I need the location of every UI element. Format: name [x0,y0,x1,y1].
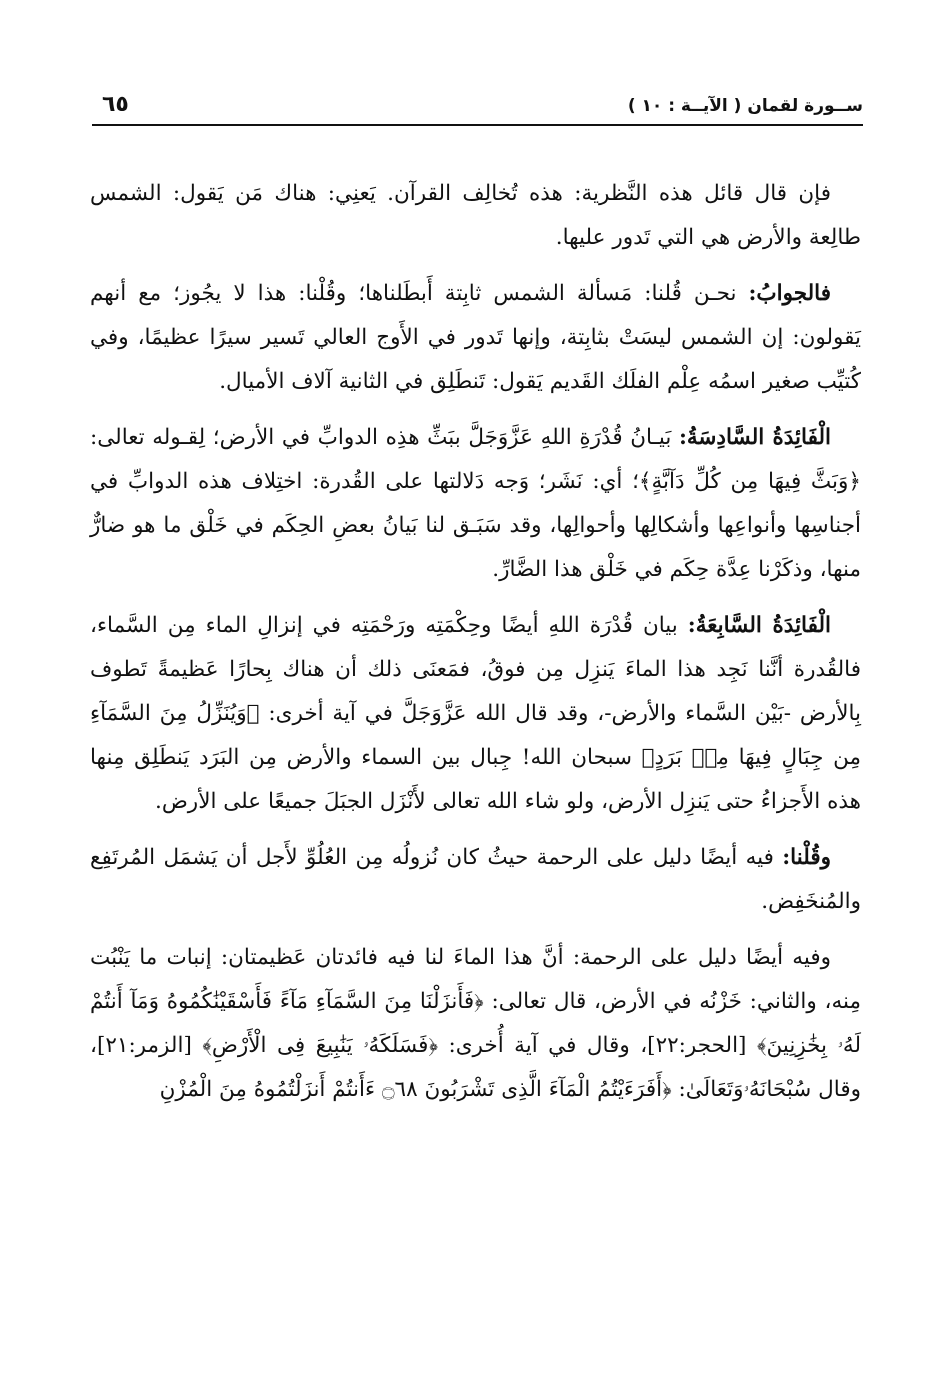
page-header [92,92,863,130]
paragraph-lead: الْفَائِدَةُ السَّابِعَةُ: [687,613,831,638]
surah-title: ســورة لقمان ( الآيــة : ١٠ ) [627,96,863,116]
paragraph-text: نحـن قُلنا: مَسألة الشمس ثابِتة أَبطَلناها؛ وقُلْنا: هذا لا يجُوز؛ مع أنهم يَقولون: إن الشمس ليسَتْ بثابِتة، وإنها تَدور في الأَوج العالي تَسير سيرًا عظيمًا، وفي كُتيِّب صغير اسمُه عِلْم الفلَك القَديم يَقول: تَنطَلِق في الثانية آلاف الأميال. [90,281,861,394]
paragraph-2 [90,272,861,404]
paragraph-3 [90,416,861,592]
paragraph-text: بيان قُدْرَة اللهِ أيضًا وحِكْمَتِه ورَحْمَتِه في إنزالِ الماء مِن السَّماء، فالقُدرة أنَّنا نَجِد هذا الماءَ يَنزِل مِن فوقُ، فمَعنَى ذلك أن هناك بِحارًا عَظيمةً تَطوف بِالأرض -بَيْن السَّماء والأرض-، وقد قال الله عَزَّوَجَلَّ في آية أخرى: ﴿وَيُنَزِّلُ مِنَ السَّمَآءِ مِن جِبَالٍ فِيهَا مِنۢ بَرَدٍ﴾ سبحان الله! جِبال بين السماء والأرض مِن البَرَد يَنطَلِق مِنها هذه الأَجزاءُ حتى يَنزِل الأرض، ولو شاء الله تعالى لأَنْزَل الجبَلَ جميعًا على الأرض. [90,613,861,814]
page-number: ٦٥ [102,92,129,117]
paragraph-4 [90,604,861,824]
paragraph-text: فإن قال قائل هذه النَّظرية: هذه تُخالِف القرآن. يَعنِي: هناك مَن يَقول: الشمس طالِعة والأرض هي التي تَدور عليها. [90,181,861,250]
paragraph-text: بَيـانُ قُدْرَةِ اللهِ عَزَّوَجَلَّ ببَثِّ هذِه الدوابِّ في الأرض؛ لِقـوله تعالى: ﴿وَبَثَّ فِيهَا مِن كُلِّ دَآبَّةٍ﴾؛ أي: نَشَر؛ وَجه دَلالتها على القُدرة: اختِلاف هذه الدوابِّ في أجناسِها وأنواعِها وأشكالِها وأحوالِها، وقد سَبَـق لنا بَيانُ بعضِ الحِكَم في خَلْق ما هو ضارٌّ منها، وذكَرْنا عِدَّة حِكَم في خَلْق هذا الضَّارِّ. [90,425,861,582]
paragraph-lead: وقُلْنا: [782,845,831,870]
paragraph-lead: فالجوابُ: [748,281,831,306]
paragraph-text: وفيه أيضًا دليل على الرحمة: أنَّ هذا الماءَ لنا فيه فائدتان عَظيمتان: إنبات ما يَنْبُت مِنه، والثاني: خَزْنُه في الأرض، قال تعالى: ﴿فَأَنزَلْنَا مِنَ السَّمَآءِ مَآءً فَأَسْقَيْنَٰكُمُوهُ وَمَآ أَنتُمْ لَهُۥ بِخَٰزِنِينَ﴾ [الحجر:٢٢]، وقال في آية أُخرى: ﴿فَسَلَكَهُۥ يَنَٰبِيعَ فِى الْأَرْضِ﴾ [الزمر:٢١]، وقال سُبْحَانَهُۥوَتَعَالَىٰ: ﴿أَفَرَءَيْتُمُ الْمَآءَ الَّذِى تَشْرَبُونَ ۝٦٨ ءَأَنتُمْ أَنزَلْتُمُوهُ مِنَ الْمُزْنِ [90,945,862,1102]
paragraph-5 [90,836,861,924]
header-divider [92,124,863,126]
paragraph-lead: الْفَائِدَةُ السَّادِسَةُ: [678,425,831,450]
paragraph-text: فيه أيضًا دليل على الرحمة حيثُ كان نُزولُه مِن العُلُوِّ لأَجل أن يَشمَل المُرتَفِع والمُنخَفِض. [90,845,861,914]
paragraph-1 [90,172,861,260]
page-body [90,172,861,1124]
paragraph-6 [90,936,861,1112]
